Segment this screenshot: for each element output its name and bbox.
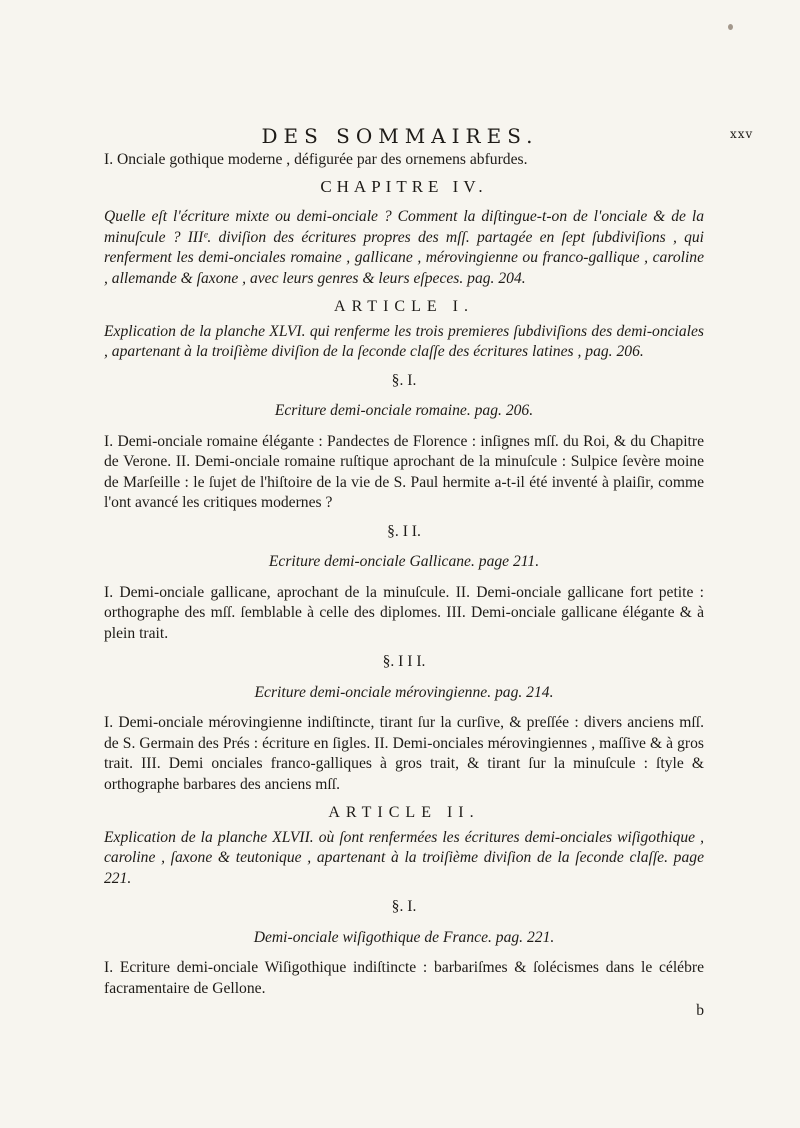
- article-1-heading: ARTICLE I.: [334, 298, 474, 315]
- page-body: [104, 150, 704, 1022]
- section-2-title: Ecriture demi-onciale Gallicane. page 211.: [268, 553, 540, 570]
- signature-mark: b: [696, 1002, 704, 1019]
- chapter-description: Quelle eſt l'écriture mixte ou demi-onciale ? Comment la diſtingue-t-on de l'onciale & de la minuſcule ? IIIᵉ. diviſion des écritures propres des mſſ. partagée en ſept ſubdiviſions , qui renferment les demi-onciales romaine , gallicane , mérovingienne ou franco-gallique , caroline , allemande & ſaxone , avec leurs genres & leurs eſpeces. pag. 204.: [104, 208, 704, 287]
- article-2-heading: ARTICLE II.: [328, 804, 480, 821]
- section-1-title: Ecriture demi-onciale romaine. pag. 206.: [274, 402, 534, 419]
- section-3-text: I. Demi-onciale mérovingienne indiſtincte, tirant ſur la curſive, & preſſée : divers anciens mſſ. de S. Germain des Prés : écriture en ſigles. II. Demi-onciales mérovingiennes , maſſive & à gros trait. III. Demi onciales franco-galliques à gros trait, & tirant ſur la minuſcule : ſtyle & orthographe barbares des anciens mſſ.: [104, 714, 704, 793]
- section-2-heading: §. I I.: [387, 522, 421, 540]
- section-3-heading: §. I I I.: [382, 653, 426, 670]
- section-1-text: I. Demi-onciale romaine élégante : Pandectes de Florence : inſignes mſſ. du Roi, & du Chapitre de Verone. II. Demi-onciale romaine ruſtique aprochant de la minuſcule : Sulpice ſevère moine de Marſeille : le ſujet de l'hiſtoire de la vie de S. Paul hermite a-t-il été inventé à plaiſir, comme l'ont avancé les critiques modernes ?: [104, 432, 704, 511]
- intro-paragraph: I. Onciale gothique moderne , défigurée par des ornemens abfurdes.: [104, 151, 528, 168]
- section-4-text: I. Ecriture demi-onciale Wiſigothique indiſtincte : barbariſmes & ſolécismes dans le célébre facramentaire de Gellone.: [104, 959, 704, 997]
- article-1-description: Explication de la planche XLVI. qui renferme les trois premieres ſubdiviſions des demi-onciales , apartenant à la troiſième diviſion de la ſeconde claſſe des écritures latines , pag. 206.: [104, 322, 704, 360]
- article-2-description: Explication de la planche XLVII. où ſont renfermées les écritures demi-onciales wiſigothique , caroline , ſaxone & teutonique , apartenant à la troiſième diviſion de la ſeconde claſſe. page 221.: [104, 828, 704, 887]
- section-3-title: Ecriture demi-onciale mérovingienne. pag. 214.: [254, 683, 554, 701]
- section-2-text: I. Demi-onciale gallicane, aprochant de la minuſcule. II. Demi-onciale gallicane fort petite : orthographe des mſſ. ſemblable à celle des diplomes. III. Demi-onciale gallicane élégante & à plein trait.: [104, 583, 704, 642]
- page-number: xxv: [730, 127, 754, 141]
- section-4-title: Demi-onciale wiſigothique de France. pag. 221.: [253, 928, 555, 946]
- ink-spot: [728, 24, 733, 30]
- section-4-heading: §. I.: [391, 898, 417, 915]
- chapter-heading: CHAPITRE IV.: [320, 176, 488, 196]
- running-head: DES SOMMAIRES.: [261, 124, 539, 148]
- section-1-heading: §. I.: [391, 371, 417, 389]
